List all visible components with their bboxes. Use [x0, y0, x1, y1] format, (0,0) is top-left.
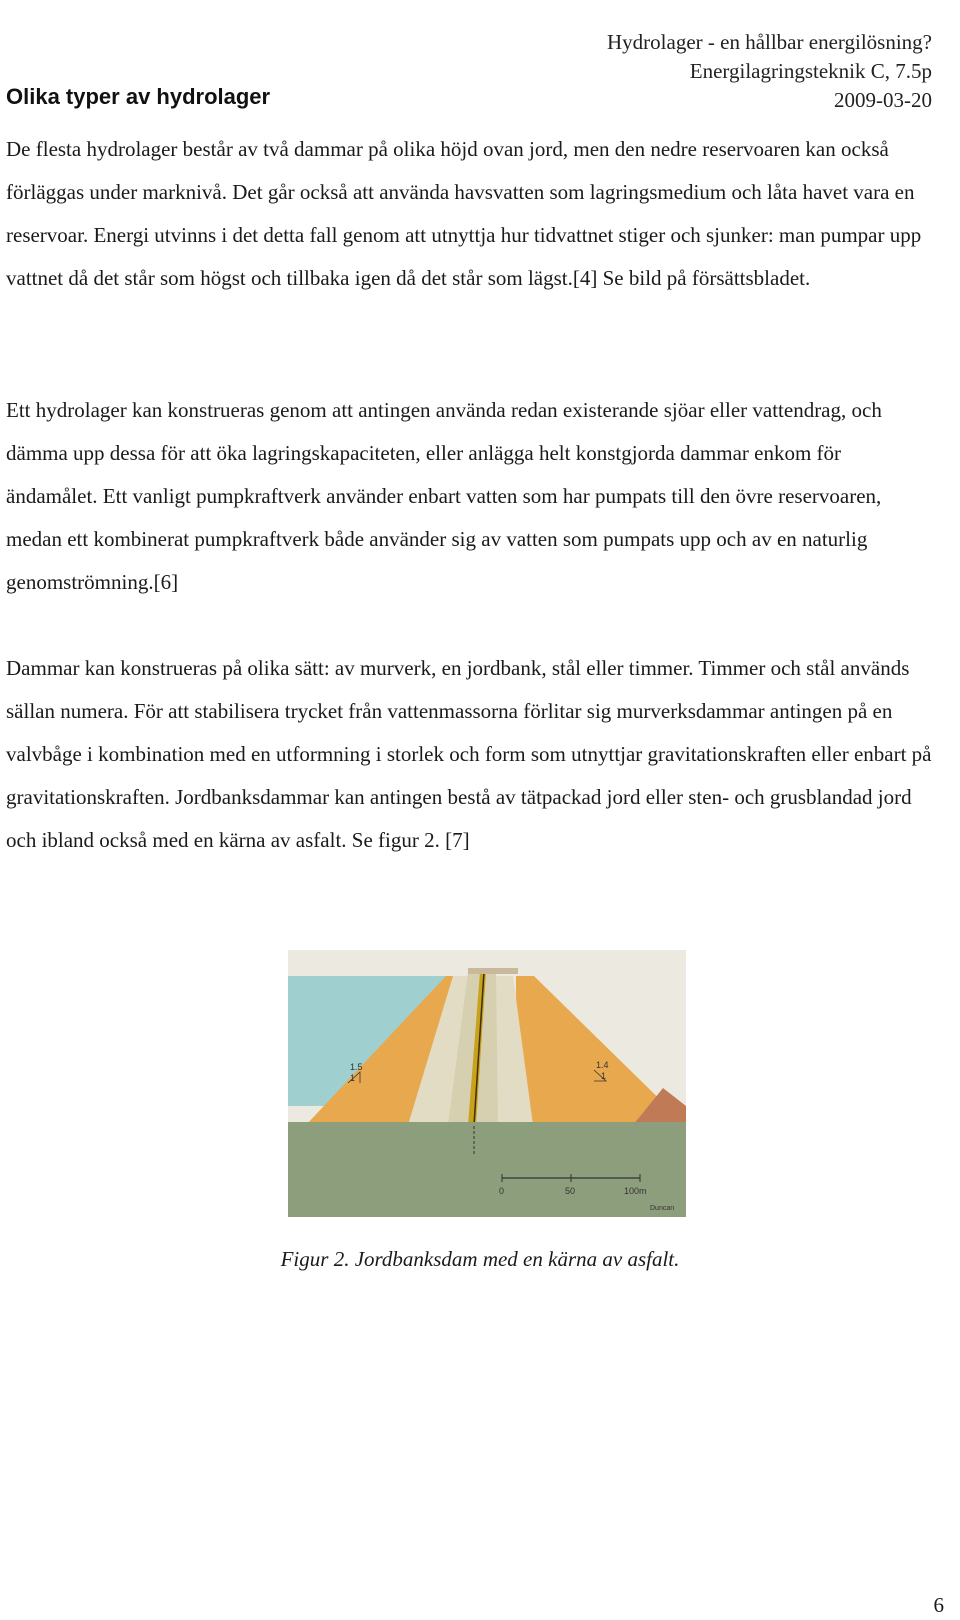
slope-right-bottom: 1 [601, 1071, 607, 1081]
scale-label-50: 50 [565, 1186, 576, 1196]
section-heading: Olika typer av hydrolager [6, 84, 271, 109]
dam-cross-section-figure [288, 950, 686, 1217]
header-date: 2009-03-20 [834, 88, 932, 112]
figure-credit: Duncan [650, 1205, 675, 1212]
header-title: Hydrolager - en hållbar energilösning? [607, 30, 932, 54]
header-course: Energilagringsteknik C, 7.5p [689, 59, 932, 83]
foundation [288, 1122, 686, 1217]
slope-right-top: 1.4 [596, 1060, 609, 1070]
scale-label-100: 100m [624, 1186, 647, 1196]
slope-left-top: 1.5 [350, 1062, 363, 1072]
dam-crest [468, 968, 518, 974]
figure-caption: Figur 2. Jordbanksdam med en kärna av asfalt. [280, 1247, 680, 1271]
paragraph-3: Dammar kan konstrueras på olika sätt: av murverk, en jordbank, stål eller timmer. Timmer och stål används sällan numera. För att stabilisera trycket från vattenmassorna förlitar sig murverksdammar antingen på en valvbåge i kombination med en utformning i storlek och form som utnyttjar gravitationskraften eller enbart på gravitationskraften. Jordbanksdammar kan antingen bestå av tätpackad jord eller sten- och grusblandad jord och ibland också med en kärna av asfalt. Se figur 2. [7] [6, 656, 932, 852]
scale-label-0: 0 [499, 1186, 505, 1196]
page-number: 6 [933, 1593, 944, 1617]
page-header [607, 28, 932, 115]
paragraph-1: De flesta hydrolager består av två dammar på olika höjd ovan jord, men den nedre reservoaren kan också förläggas under marknivå. Det går också att använda havsvatten som lagringsmedium och låta havet vara en reservoar. Energi utvinns i det detta fall genom att utnyttja hur tidvattnet stiger och sjunker: man pumpar upp vattnet då det står som högst och tillbaka igen då det står som lägst.[4] Se bild på försättsbladet. [6, 137, 922, 290]
paragraph-2: Ett hydrolager kan konstrueras genom att antingen använda redan existerande sjöar eller vattendrag, och dämma upp dessa för att öka lagringskapaciteten, eller anlägga helt konstgjorda dammar enkom för ändamålet. Ett vanligt pumpkraftverk använder enbart vatten som har pumpats till den övre reservoaren, medan ett kombinerat pumpkraftverk både använder sig av vatten som pumpats upp och av en naturlig genomströmning.[6] [6, 398, 882, 594]
slope-left-bottom: 1 [350, 1073, 356, 1083]
dam-diagram [288, 950, 686, 1217]
